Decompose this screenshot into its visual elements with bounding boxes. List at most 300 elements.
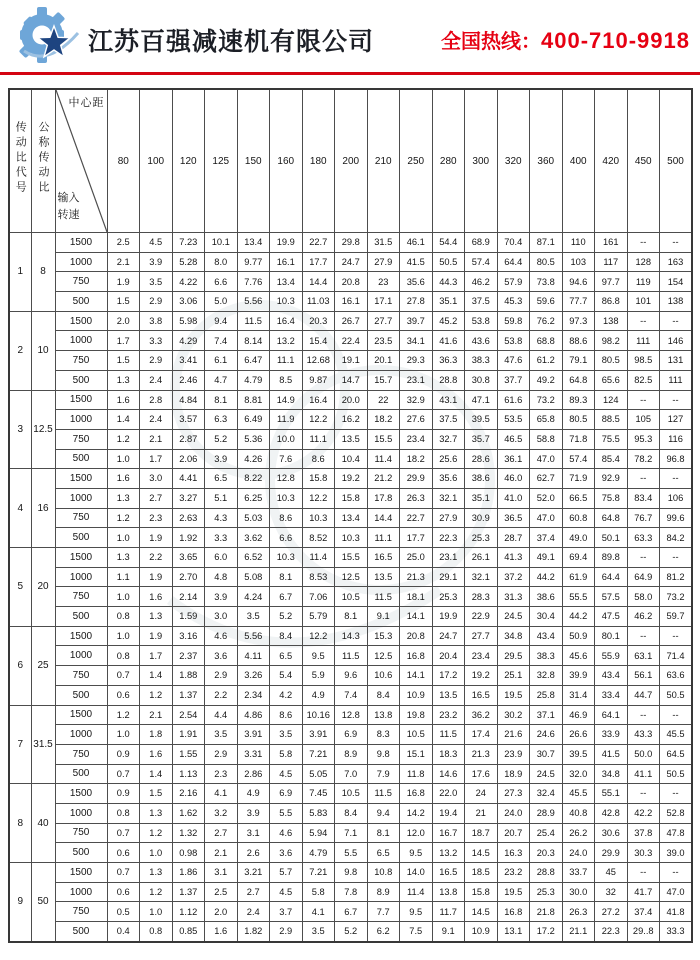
center-distance-header: 450 (627, 89, 660, 233)
nominal-ratio-cell: 25 (31, 626, 55, 705)
value-cell: 76.2 (530, 311, 563, 331)
value-cell: 6.7 (270, 587, 303, 607)
value-cell: 17.7 (400, 528, 433, 548)
value-cell: 10.9 (400, 685, 433, 705)
value-cell: 11.5 (367, 784, 400, 804)
value-cell: 21.8 (530, 902, 563, 922)
value-cell: 27.9 (432, 508, 465, 528)
value-cell: 44.2 (562, 607, 595, 627)
value-cell: 53.8 (465, 311, 498, 331)
table-row (9, 272, 692, 292)
value-cell: 3.5 (205, 725, 238, 745)
value-cell: 2.3 (140, 508, 173, 528)
ratio-table (8, 88, 693, 943)
value-cell: 7.9 (367, 764, 400, 784)
value-cell: 3.9 (205, 587, 238, 607)
value-cell: 28.8 (530, 863, 563, 883)
value-cell: 31.3 (497, 587, 530, 607)
value-cell: 46.2 (627, 607, 660, 627)
value-cell: 49.0 (562, 528, 595, 548)
value-cell: 13.1 (497, 922, 530, 942)
center-distance-header: 420 (595, 89, 628, 233)
value-cell: 5.56 (237, 626, 270, 646)
value-cell: 20.8 (335, 272, 368, 292)
value-cell: 10.4 (335, 449, 368, 469)
value-cell: 98.2 (595, 331, 628, 351)
value-cell: 31.4 (562, 685, 595, 705)
value-cell: 5.79 (302, 607, 335, 627)
value-cell: 7.23 (172, 233, 205, 253)
value-cell: 44.2 (530, 567, 563, 587)
value-cell: 37.4 (627, 902, 660, 922)
table-row (9, 764, 692, 784)
value-cell: 32.8 (530, 666, 563, 686)
table-row (9, 508, 692, 528)
value-cell: 41.1 (627, 764, 660, 784)
nominal-ratio-cell: 16 (31, 469, 55, 548)
value-cell: 8.3 (367, 725, 400, 745)
value-cell: 0.9 (107, 784, 140, 804)
value-cell: 94.6 (562, 272, 595, 292)
center-distance-header: 500 (660, 89, 693, 233)
value-cell: 18.2 (400, 449, 433, 469)
value-cell: 5.56 (237, 292, 270, 312)
nominal-ratio-cell: 10 (31, 311, 55, 390)
value-cell: 8.4 (367, 685, 400, 705)
value-cell: 14.3 (335, 626, 368, 646)
value-cell: 71.4 (660, 646, 693, 666)
center-distance-header: 120 (172, 89, 205, 233)
value-cell: 0.85 (172, 922, 205, 942)
value-cell: 64.8 (562, 370, 595, 390)
value-cell: 27.7 (367, 311, 400, 331)
value-cell: 63.3 (627, 528, 660, 548)
value-cell: 14.2 (400, 803, 433, 823)
value-cell: 8.6 (270, 705, 303, 725)
center-distance-header: 150 (237, 89, 270, 233)
value-cell: 2.7 (205, 823, 238, 843)
value-cell: 30.2 (497, 705, 530, 725)
value-cell: 5.2 (205, 429, 238, 449)
nominal-ratio-cell: 20 (31, 548, 55, 627)
value-cell: -- (627, 390, 660, 410)
value-cell: 14.5 (465, 902, 498, 922)
input-speed-cell: 1500 (55, 233, 107, 253)
value-cell: 2.2 (140, 548, 173, 568)
value-cell: 19.5 (497, 685, 530, 705)
value-cell: 4.6 (205, 626, 238, 646)
input-speed-cell: 1500 (55, 548, 107, 568)
value-cell: 23.1 (400, 370, 433, 390)
value-cell: 6.7 (335, 902, 368, 922)
table-row (9, 705, 692, 725)
value-cell: 19.4 (432, 803, 465, 823)
value-cell: 12.8 (270, 469, 303, 489)
value-cell: 23.9 (497, 744, 530, 764)
value-cell: 27.9 (367, 252, 400, 272)
table-row (9, 744, 692, 764)
value-cell: 41.8 (660, 902, 693, 922)
value-cell: 5.28 (172, 252, 205, 272)
value-cell: 10.3 (302, 508, 335, 528)
value-cell: 37.4 (530, 528, 563, 548)
value-cell: 9.5 (302, 646, 335, 666)
value-cell: 53.5 (497, 410, 530, 430)
value-cell: 0.6 (107, 843, 140, 863)
value-cell: 9.4 (205, 311, 238, 331)
value-cell: 68.8 (530, 331, 563, 351)
value-cell: 44.3 (432, 272, 465, 292)
value-cell: 2.1 (140, 429, 173, 449)
value-cell: 7.76 (237, 272, 270, 292)
value-cell: 50.5 (432, 252, 465, 272)
value-cell: -- (627, 233, 660, 253)
value-cell: 3.31 (237, 744, 270, 764)
value-cell: 119 (627, 272, 660, 292)
value-cell: 64.8 (595, 508, 628, 528)
value-cell: -- (627, 705, 660, 725)
value-cell: 7.4 (335, 685, 368, 705)
value-cell: 8.52 (302, 528, 335, 548)
value-cell: 34.8 (497, 626, 530, 646)
value-cell: 50.9 (562, 626, 595, 646)
value-cell: 18.9 (497, 764, 530, 784)
value-cell: 138 (660, 292, 693, 312)
ratio-code-cell: 8 (9, 784, 31, 863)
value-cell: 37.5 (432, 410, 465, 430)
value-cell: 10.8 (367, 863, 400, 883)
input-speed-cell: 750 (55, 823, 107, 843)
value-cell: 21 (465, 803, 498, 823)
value-cell: 26.3 (400, 488, 433, 508)
value-cell: 76.7 (627, 508, 660, 528)
input-speed-cell: 1500 (55, 311, 107, 331)
value-cell: 20.4 (432, 646, 465, 666)
value-cell: 61.2 (530, 351, 563, 371)
value-cell: 1.0 (107, 587, 140, 607)
value-cell: 29.5 (497, 646, 530, 666)
input-speed-cell: 500 (55, 922, 107, 942)
table-row (9, 843, 692, 863)
value-cell: 3.9 (237, 803, 270, 823)
value-cell: 9.1 (367, 607, 400, 627)
value-cell: 28.3 (465, 587, 498, 607)
value-cell: 5.8 (270, 744, 303, 764)
value-cell: 101 (627, 292, 660, 312)
value-cell: 57.4 (465, 252, 498, 272)
value-cell: 5.05 (302, 764, 335, 784)
value-cell: 39.9 (562, 666, 595, 686)
value-cell: 80.1 (595, 626, 628, 646)
value-cell: 1.0 (140, 843, 173, 863)
value-cell: 7.4 (205, 331, 238, 351)
value-cell: 41.5 (595, 744, 628, 764)
value-cell: 4.1 (205, 784, 238, 804)
value-cell: 3.5 (140, 272, 173, 292)
value-cell: 3.3 (205, 528, 238, 548)
value-cell: 14.9 (270, 390, 303, 410)
value-cell: 16.8 (400, 646, 433, 666)
value-cell: 1.4 (140, 666, 173, 686)
value-cell: 4.2 (270, 685, 303, 705)
table-row (9, 607, 692, 627)
value-cell: 95.3 (627, 429, 660, 449)
value-cell: 6.47 (237, 351, 270, 371)
value-cell: 8.22 (237, 469, 270, 489)
input-speed-cell: 1500 (55, 705, 107, 725)
value-cell: 111 (627, 331, 660, 351)
value-cell: 30.8 (465, 370, 498, 390)
value-cell: 10.5 (400, 725, 433, 745)
value-cell: 2.6 (237, 843, 270, 863)
value-cell: 23 (367, 272, 400, 292)
value-cell: 43.3 (627, 725, 660, 745)
value-cell: 55.1 (595, 784, 628, 804)
nominal-ratio-cell: 12.5 (31, 390, 55, 469)
value-cell: 15.1 (400, 744, 433, 764)
value-cell: -- (660, 311, 693, 331)
value-cell: 3.1 (205, 863, 238, 883)
value-cell: 32.0 (562, 764, 595, 784)
value-cell: 3.62 (237, 528, 270, 548)
value-cell: 27.3 (497, 784, 530, 804)
value-cell: 50.1 (595, 528, 628, 548)
value-cell: 1.4 (140, 764, 173, 784)
value-cell: 57.9 (497, 272, 530, 292)
value-cell: 6.5 (205, 469, 238, 489)
value-cell: 8.5 (270, 370, 303, 390)
value-cell: 8.14 (237, 331, 270, 351)
value-cell: -- (660, 390, 693, 410)
table-row (9, 567, 692, 587)
value-cell: 88.6 (562, 331, 595, 351)
value-cell: 5.5 (270, 803, 303, 823)
value-cell: 18.2 (367, 410, 400, 430)
value-cell: 28.6 (465, 449, 498, 469)
value-cell: 3.3 (140, 331, 173, 351)
value-cell: 11.03 (302, 292, 335, 312)
value-cell: 45 (595, 863, 628, 883)
value-cell: 96.8 (660, 449, 693, 469)
value-cell: 9.87 (302, 370, 335, 390)
value-cell: 3.8 (140, 311, 173, 331)
value-cell: 26.3 (562, 902, 595, 922)
value-cell: 25.3 (465, 528, 498, 548)
value-cell: 19.1 (335, 351, 368, 371)
value-cell: 10.5 (335, 784, 368, 804)
input-speed-cell: 750 (55, 902, 107, 922)
center-distance-header: 400 (562, 89, 595, 233)
value-cell: 49.1 (530, 548, 563, 568)
value-cell: 19.9 (270, 233, 303, 253)
value-cell: 17.7 (302, 252, 335, 272)
value-cell: 71.8 (562, 429, 595, 449)
value-cell: 99.6 (660, 508, 693, 528)
value-cell: 3.0 (140, 469, 173, 489)
value-cell: 77.7 (562, 292, 595, 312)
value-cell: 0.8 (107, 803, 140, 823)
value-cell: 0.8 (107, 646, 140, 666)
nominal-ratio-cell: 50 (31, 863, 55, 942)
value-cell: 81.2 (660, 567, 693, 587)
value-cell: 7.45 (302, 784, 335, 804)
value-cell: 27.7 (465, 626, 498, 646)
value-cell: 19.2 (335, 469, 368, 489)
value-cell: 78.2 (627, 449, 660, 469)
value-cell: 5.08 (237, 567, 270, 587)
table-row (9, 233, 692, 253)
value-cell: 25.3 (530, 882, 563, 902)
value-cell: 6.52 (237, 548, 270, 568)
value-cell: 12.2 (302, 488, 335, 508)
value-cell: 58.0 (627, 587, 660, 607)
value-cell: 23.1 (432, 548, 465, 568)
value-cell: 1.55 (172, 744, 205, 764)
value-cell: 37.5 (465, 292, 498, 312)
value-cell: 26.6 (562, 725, 595, 745)
center-distance-header: 300 (465, 89, 498, 233)
value-cell: 11.5 (367, 587, 400, 607)
value-cell: 4.5 (270, 764, 303, 784)
value-cell: 66.5 (562, 488, 595, 508)
value-cell: 46.9 (562, 705, 595, 725)
input-speed-label: 输入转速 (57, 191, 80, 222)
value-cell: 11.4 (367, 449, 400, 469)
value-cell: 17.6 (465, 764, 498, 784)
value-cell: 9.77 (237, 252, 270, 272)
value-cell: 33.9 (595, 725, 628, 745)
value-cell: 1.91 (172, 725, 205, 745)
value-cell: 1.3 (107, 488, 140, 508)
value-cell: 12.8 (335, 705, 368, 725)
value-cell: 33.7 (562, 863, 595, 883)
company-name: 江苏百强减速机有限公司 (88, 28, 375, 56)
value-cell: 15.4 (302, 331, 335, 351)
value-cell: 2.0 (107, 311, 140, 331)
value-cell: 24.5 (497, 607, 530, 627)
value-cell: 27.6 (400, 410, 433, 430)
value-cell: 25.3 (432, 587, 465, 607)
value-cell: 1.7 (107, 331, 140, 351)
value-cell: 24.7 (432, 626, 465, 646)
input-speed-cell: 1000 (55, 803, 107, 823)
value-cell: 34.8 (595, 764, 628, 784)
value-cell: 2.8 (140, 390, 173, 410)
value-cell: 14.6 (432, 764, 465, 784)
value-cell: 6.9 (335, 725, 368, 745)
table-body (9, 233, 692, 942)
value-cell: 1.3 (107, 548, 140, 568)
value-cell: 105 (627, 410, 660, 430)
value-cell: -- (627, 548, 660, 568)
value-cell: 68.9 (465, 233, 498, 253)
input-speed-cell: 1000 (55, 488, 107, 508)
value-cell: 39.5 (465, 410, 498, 430)
value-cell: 29.9 (595, 843, 628, 863)
value-cell: 2.9 (140, 351, 173, 371)
value-cell: 79.1 (562, 351, 595, 371)
value-cell: 38.6 (530, 587, 563, 607)
value-cell: 22.3 (595, 922, 628, 942)
table-row (9, 646, 692, 666)
value-cell: 97.7 (595, 272, 628, 292)
value-cell: 28.7 (497, 528, 530, 548)
value-cell: 8.6 (302, 449, 335, 469)
value-cell: 19.9 (432, 607, 465, 627)
value-cell: 88.5 (595, 410, 628, 430)
value-cell: 41.6 (432, 331, 465, 351)
value-cell: 13.4 (237, 233, 270, 253)
value-cell: 2.4 (140, 410, 173, 430)
value-cell: 11.4 (302, 548, 335, 568)
value-cell: 18.7 (465, 823, 498, 843)
value-cell: 41.3 (497, 548, 530, 568)
value-cell: 6.6 (205, 272, 238, 292)
input-speed-cell: 500 (55, 764, 107, 784)
center-distance-header: 280 (432, 89, 465, 233)
value-cell: 46.2 (465, 272, 498, 292)
value-cell: 1.82 (237, 922, 270, 942)
value-cell: 47.6 (497, 351, 530, 371)
value-cell: 36.5 (497, 508, 530, 528)
value-cell: -- (660, 705, 693, 725)
value-cell: 64.9 (627, 567, 660, 587)
table-row (9, 803, 692, 823)
value-cell: 16.3 (497, 843, 530, 863)
value-cell: 31.5 (367, 233, 400, 253)
nominal-ratio-cell: 40 (31, 784, 55, 863)
value-cell: 34.1 (400, 331, 433, 351)
value-cell: 12.68 (302, 351, 335, 371)
value-cell: 50.5 (660, 685, 693, 705)
value-cell: 16.4 (302, 390, 335, 410)
value-cell: 7.5 (400, 922, 433, 942)
table-row (9, 488, 692, 508)
center-distance-header: 80 (107, 89, 140, 233)
value-cell: 35.7 (465, 429, 498, 449)
value-cell: 16.8 (400, 784, 433, 804)
center-distance-header: 125 (205, 89, 238, 233)
table-row (9, 902, 692, 922)
table-row (9, 587, 692, 607)
value-cell: 32.1 (465, 567, 498, 587)
ratio-code-cell: 7 (9, 705, 31, 784)
value-cell: 25.8 (530, 685, 563, 705)
input-speed-cell: 500 (55, 528, 107, 548)
value-cell: 17.8 (367, 488, 400, 508)
value-cell: -- (660, 784, 693, 804)
value-cell: 127 (660, 410, 693, 430)
value-cell: 14.0 (400, 863, 433, 883)
value-cell: 6.0 (205, 548, 238, 568)
value-cell: 3.7 (270, 902, 303, 922)
value-cell: 1.37 (172, 882, 205, 902)
hotline-number: 400-710-9918 (540, 28, 690, 53)
value-cell: 3.5 (270, 725, 303, 745)
value-cell: 0.6 (107, 685, 140, 705)
value-cell: 61.6 (497, 390, 530, 410)
value-cell: 3.6 (270, 843, 303, 863)
value-cell: 0.5 (107, 902, 140, 922)
value-cell: 39.7 (400, 311, 433, 331)
value-cell: 33.4 (595, 685, 628, 705)
table-row (9, 666, 692, 686)
value-cell: 29.9 (400, 469, 433, 489)
value-cell: 19.5 (497, 882, 530, 902)
value-cell: 0.7 (107, 666, 140, 686)
table-row (9, 449, 692, 469)
table-row (9, 863, 692, 883)
